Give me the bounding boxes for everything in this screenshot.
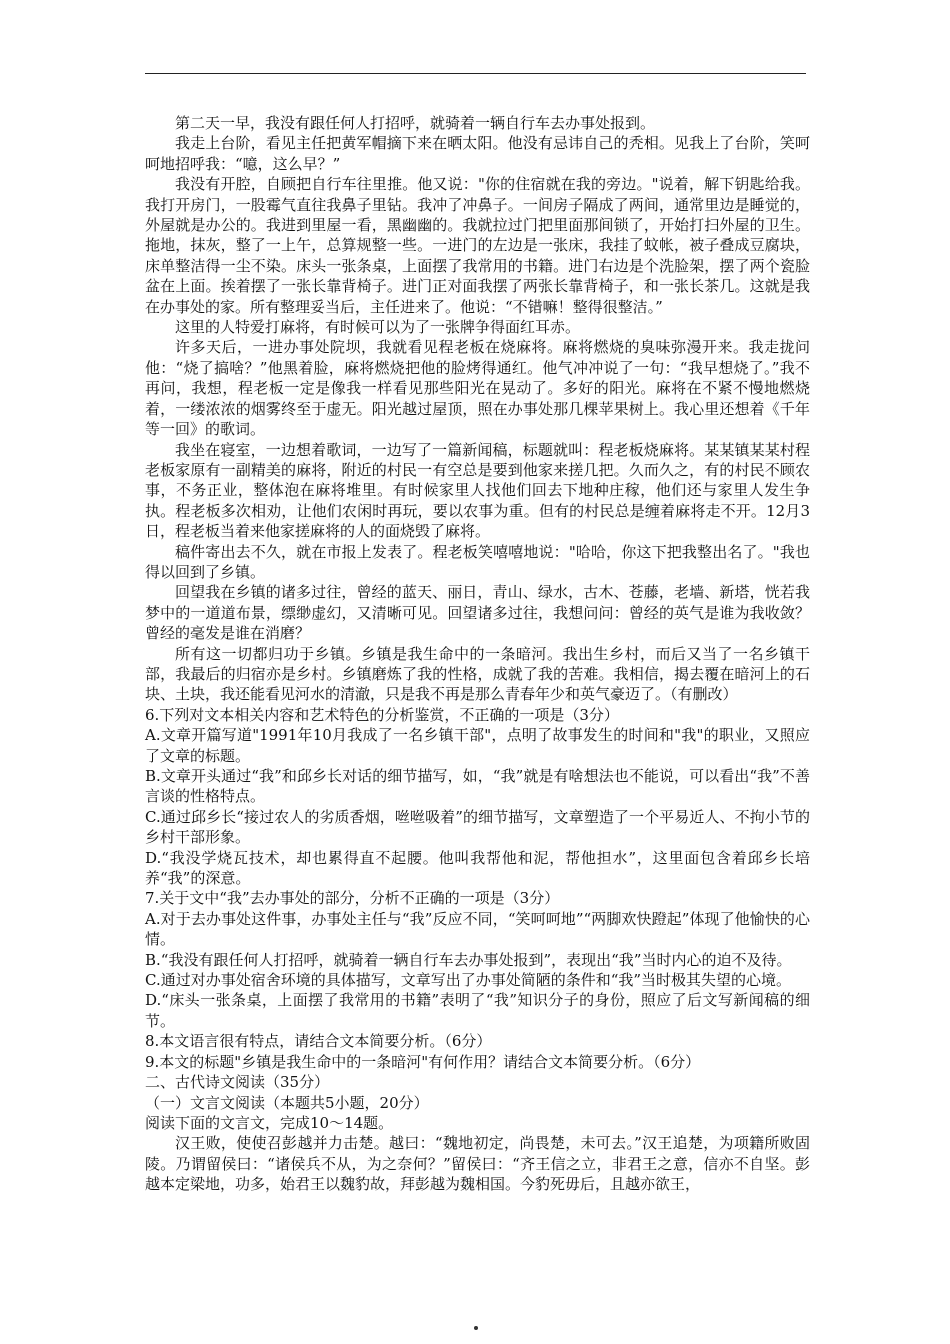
paragraph: 这里的人特爱打麻将，有时候可以为了一张牌争得面红耳赤。	[175, 318, 581, 337]
subsection-heading: （一）文言文阅读（本题共5小题，20分）	[145, 1093, 429, 1112]
question-6-option-a: A.文章开篇写道"1991年10月我成了一名乡镇干部"，点明了故事发生的时间和"我"的职业，又照应了文章的标题。	[145, 726, 810, 765]
question-6-option-d: D.“我没学烧瓦技术，却也累得直不起腰。他叫我帮他和泥，帮他担水”，这里面包含着邱乡长培养“我”的深意。	[145, 848, 810, 888]
question-7-option-b: B.“我没有跟任何人打招呼，就骑着一辆自行车去办事处报到”，表现出“我”当时内心的迫不及待。	[145, 950, 792, 969]
classical-passage: 汉王败，使使召彭越并力击楚。越曰：“魏地初定，尚畏楚，未可去。”汉王追楚，为项籍所败固陵。乃谓留侯曰：“诸侯兵不从，为之奈何？”留侯曰：“齐王信之立，非君王之意，信亦不自坚。彭越本定梁地，功多，始君王以魏豹故，拜彭越为魏相国。今豹死毋后，且越亦欲王，	[145, 1134, 810, 1194]
paragraph: 所有这一切都归功于乡镇。乡镇是我生命中的一条暗河。我出生乡村，而后又当了一名乡镇干部，我最后的归宿亦是乡村。乡镇磨炼了我的性格，成就了我的苦难。我相信，揭去覆在暗河上的石块、土块，我还能看见河水的清澈，只是我不再是那么青春年少和英气豪迈了。（有删改）	[145, 644, 810, 704]
paragraph: 回望我在乡镇的诸多过往，曾经的蓝天、丽日，青山、绿水，古木、苍藤，老墙、新塔，恍若我梦中的一道道布景，缥缈虚幻，又清晰可见。回望诸多过往，我想问问：曾经的英气是谁为我收敛？曾经的毫发是谁在消磨？	[145, 583, 810, 643]
question-7: 7.关于文中“我”去办事处的部分，分析不正确的一项是（3分）	[145, 889, 560, 908]
question-8: 8.本文语言很有特点，请结合文本简要分析。（6分）	[145, 1032, 492, 1051]
question-7-option-c: C.通过对办事处宿舍环境的具体描写，文章写出了办事处简陋的条件和“我”当时极其失望的心境。	[145, 971, 792, 990]
paragraph: 我坐在寝室，一边想着歌词，一边写了一篇新闻稿，标题就叫：程老板烧麻将。某某镇某某村程老板家原有一副精美的麻将，附近的村民一有空总是要到他家来搓几把。久而久之，有的村民不顾农事，不务正业，整体泡在麻将堆里。有时候家里人找他们回去下地种庄稼，他们还与家里人发生争执。程老板多次相劝，让他们农闲时再玩，要以农事为重。但有的村民总是缠着麻将走不开。12月3日，程老板当着来他家搓麻将的人的面烧毁了麻将。	[145, 440, 810, 541]
reading-instruction: 阅读下面的文言文，完成10～14题。	[145, 1113, 394, 1132]
paragraph: 我没有开腔，自顾把自行车往里推。他又说："你的住宿就在我的旁边。"说着，解下钥匙给我。我打开房门，一股霉气直往我鼻子里钻。我冲了冲鼻子。一间房子隔成了两间，通常里边是睡觉的，外屋就是办公的。我进到里屋一看，黑幽幽的。我就拉过门把里面那间锁了，开始打扫外屋的卫生。拖地，抹灰，整了一上午，总算规整一些。一进门的左边是一张床，我挂了蚊帐，被子叠成豆腐块，床单整洁得一尘不染。床头一张条桌，上面摆了我常用的书籍。进门右边是个洗脸架，摆了两个瓷脸盆在上面。挨着摆了一张长靠背椅子。进门正对面我摆了两张长靠背椅子，和一张长茶几。这就是我在办事处的家。所有整理妥当后，主任进来了。他说：“不错嘛！整得很整洁。”	[145, 175, 810, 316]
paragraph: 我走上台阶，看见主任把黄军帽摘下来在晒太阳。他没有忌讳自己的秃相。见我上了台阶，笑呵呵地招呼我：“噫，这么早？”	[145, 134, 810, 173]
question-6-option-b: B.文章开头通过“我”和邱乡长对话的细节描写，如，“我”就是有啥想法也不能说，可以看出“我”不善言谈的性格特点。	[145, 767, 810, 806]
paragraph: 许多天后，一进办事处院坝，我就看见程老板在烧麻将。麻将燃烧的臭味弥漫开来。我走拢问他：“烧了搞啥？”他黑着脸，麻将燃烧把他的脸烤得通红。他气冲冲说了一句：“我早想烧了。”我不再问，我想，程老板一定是像我一样看见那些阳光在晃动了。多好的阳光。麻将在不紧不慢地燃烧着，一缕浓浓的烟雾终至于虚无。阳光越过屋顶，照在办事处那几棵苹果树上。我心里还想着《千年等一回》的歌词。	[145, 338, 810, 439]
section-heading: 二、古代诗文阅读（35分）	[145, 1073, 330, 1092]
header-rule	[145, 73, 806, 74]
document-body	[145, 113, 810, 1195]
question-7-option-a: A.对于去办事处这件事，办事处主任与“我”反应不同，“笑呵呵地”“两脚欢快蹬起”体现了他愉快的心情。	[145, 909, 810, 949]
paragraph: 稿件寄出去不久，就在市报上发表了。程老板笑嘻嘻地说："哈哈，你这下把我整出名了。"我也得以回到了乡镇。	[145, 542, 810, 581]
page-marker-dot	[474, 1326, 478, 1330]
question-6: 6.下列对文本相关内容和艺术特色的分析鉴赏，不正确的一项是（3分）	[145, 705, 619, 724]
question-6-option-c: C.通过邱乡长“接过农人的劣质香烟，咝咝吸着”的细节描写，文章塑造了一个平易近人、不拘小节的乡村干部形象。	[145, 807, 810, 847]
paragraph: 第二天一早，我没有跟任何人打招呼，就骑着一辆自行车去办事处报到。	[175, 114, 656, 132]
question-9: 9.本文的标题"乡镇是我生命中的一条暗河"有何作用？请结合文本简要分析。（6分）	[145, 1052, 701, 1071]
question-7-option-d: D.“床头一张条桌，上面摆了我常用的书籍”表明了“我”知识分子的身份，照应了后文写新闻稿的细节。	[145, 991, 810, 1030]
